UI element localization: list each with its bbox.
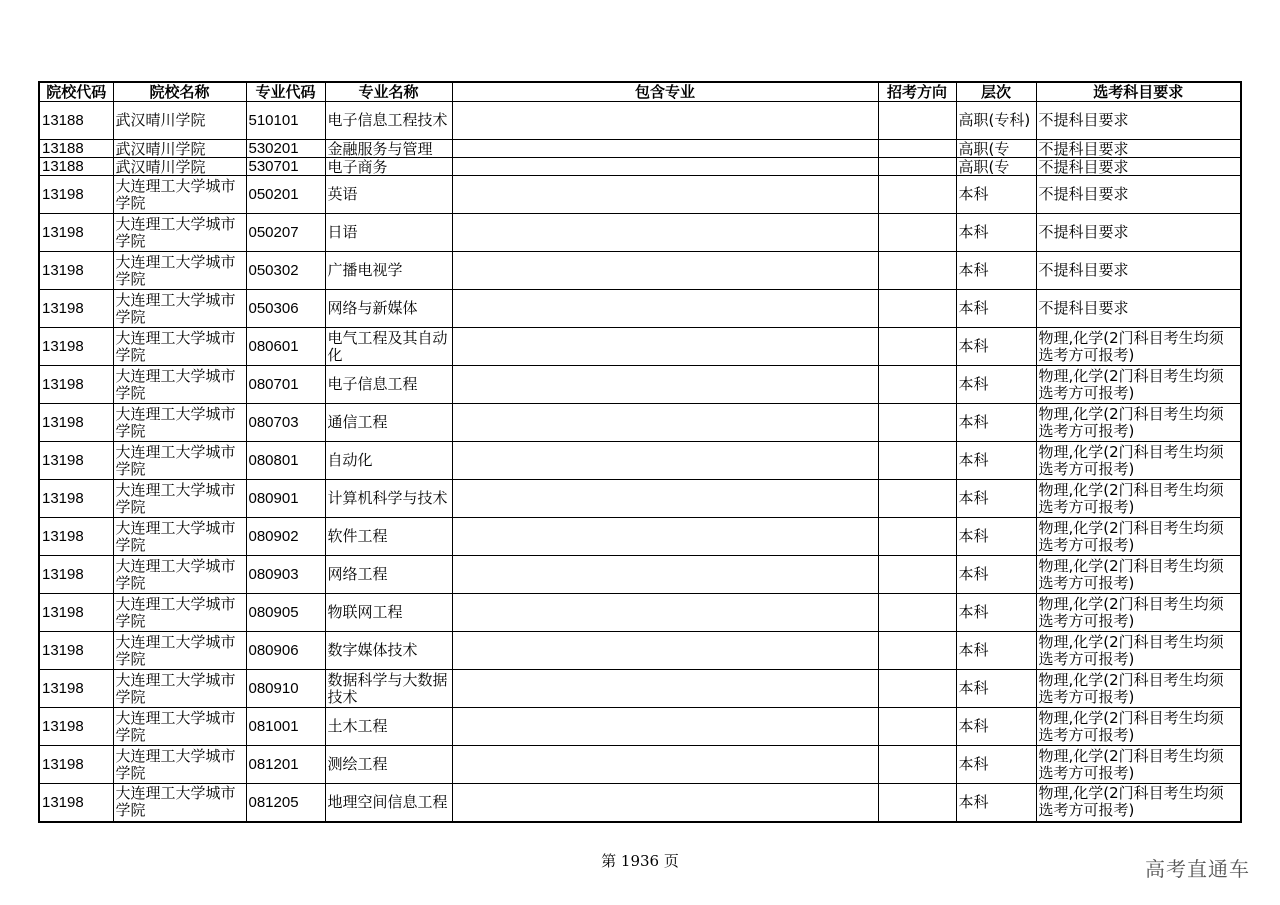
cell-direction xyxy=(878,784,956,822)
cell-major-name: 数字媒体技术 xyxy=(325,632,452,670)
cell-direction xyxy=(878,670,956,708)
cell-major-code: 080601 xyxy=(246,328,325,366)
cell-subject-requirement: 物理,化学(2门科目考生均须选考方可报考) xyxy=(1036,518,1241,556)
table-row xyxy=(39,746,1241,784)
cell-level: 本科 xyxy=(956,632,1036,670)
cell-school-name: 大连理工大学城市学院 xyxy=(113,480,246,518)
cell-major-code: 530201 xyxy=(246,140,325,158)
cell-school-code: 13198 xyxy=(39,214,113,252)
cell-major-code: 080903 xyxy=(246,556,325,594)
cell-school-name: 大连理工大学城市学院 xyxy=(113,594,246,632)
cell-major-name: 电气工程及其自动化 xyxy=(325,328,452,366)
cell-included-majors xyxy=(452,480,878,518)
cell-included-majors xyxy=(452,214,878,252)
cell-major-code: 080701 xyxy=(246,366,325,404)
cell-included-majors xyxy=(452,176,878,214)
cell-major-code: 081205 xyxy=(246,784,325,822)
cell-included-majors xyxy=(452,556,878,594)
cell-level: 本科 xyxy=(956,214,1036,252)
cell-level: 本科 xyxy=(956,404,1036,442)
cell-school-code: 13198 xyxy=(39,594,113,632)
cell-major-name: 网络与新媒体 xyxy=(325,290,452,328)
cell-major-name: 土木工程 xyxy=(325,708,452,746)
cell-major-code: 081201 xyxy=(246,746,325,784)
cell-included-majors xyxy=(452,328,878,366)
table-row xyxy=(39,140,1241,158)
cell-subject-requirement: 不提科目要求 xyxy=(1036,158,1241,176)
table-row xyxy=(39,632,1241,670)
cell-direction xyxy=(878,518,956,556)
cell-major-name: 日语 xyxy=(325,214,452,252)
table-row xyxy=(39,404,1241,442)
cell-level: 本科 xyxy=(956,670,1036,708)
cell-subject-requirement: 不提科目要求 xyxy=(1036,102,1241,140)
table-row xyxy=(39,594,1241,632)
cell-school-code: 13188 xyxy=(39,140,113,158)
cell-major-code: 050302 xyxy=(246,252,325,290)
cell-subject-requirement: 物理,化学(2门科目考生均须选考方可报考) xyxy=(1036,404,1241,442)
header-direction: 招考方向 xyxy=(878,82,956,102)
cell-level: 本科 xyxy=(956,708,1036,746)
cell-major-name: 物联网工程 xyxy=(325,594,452,632)
cell-included-majors xyxy=(452,404,878,442)
cell-major-code: 530701 xyxy=(246,158,325,176)
admission-table xyxy=(38,81,1242,823)
table-row xyxy=(39,158,1241,176)
cell-school-code: 13198 xyxy=(39,518,113,556)
watermark-logo-text: 高考直通车 xyxy=(1145,857,1250,881)
cell-level: 本科 xyxy=(956,784,1036,822)
cell-major-name: 金融服务与管理 xyxy=(325,140,452,158)
cell-school-name: 大连理工大学城市学院 xyxy=(113,784,246,822)
cell-major-code: 080905 xyxy=(246,594,325,632)
cell-major-name: 电子商务 xyxy=(325,158,452,176)
table-row xyxy=(39,252,1241,290)
cell-school-code: 13198 xyxy=(39,176,113,214)
cell-school-name: 大连理工大学城市学院 xyxy=(113,328,246,366)
cell-subject-requirement: 物理,化学(2门科目考生均须选考方可报考) xyxy=(1036,328,1241,366)
table-row xyxy=(39,708,1241,746)
cell-major-name: 计算机科学与技术 xyxy=(325,480,452,518)
cell-major-code: 080902 xyxy=(246,518,325,556)
table-row xyxy=(39,480,1241,518)
cell-school-name: 武汉晴川学院 xyxy=(113,102,246,140)
cell-direction xyxy=(878,102,956,140)
cell-major-code: 050207 xyxy=(246,214,325,252)
cell-level: 本科 xyxy=(956,746,1036,784)
cell-direction xyxy=(878,594,956,632)
cell-subject-requirement: 物理,化学(2门科目考生均须选考方可报考) xyxy=(1036,632,1241,670)
cell-school-code: 13198 xyxy=(39,556,113,594)
cell-subject-requirement: 物理,化学(2门科目考生均须选考方可报考) xyxy=(1036,556,1241,594)
cell-major-name: 测绘工程 xyxy=(325,746,452,784)
cell-included-majors xyxy=(452,252,878,290)
cell-direction xyxy=(878,708,956,746)
page-number: 第 1936 页 xyxy=(601,852,679,870)
cell-major-code: 080906 xyxy=(246,632,325,670)
table-row xyxy=(39,518,1241,556)
cell-direction xyxy=(878,480,956,518)
cell-direction xyxy=(878,328,956,366)
cell-included-majors xyxy=(452,632,878,670)
cell-school-code: 13198 xyxy=(39,252,113,290)
cell-school-code: 13198 xyxy=(39,784,113,822)
table-row xyxy=(39,214,1241,252)
table-row xyxy=(39,556,1241,594)
cell-level: 本科 xyxy=(956,594,1036,632)
cell-school-name: 大连理工大学城市学院 xyxy=(113,670,246,708)
cell-included-majors xyxy=(452,158,878,176)
cell-included-majors xyxy=(452,670,878,708)
header-level: 层次 xyxy=(956,82,1036,102)
cell-included-majors xyxy=(452,746,878,784)
cell-level: 本科 xyxy=(956,176,1036,214)
cell-school-name: 大连理工大学城市学院 xyxy=(113,290,246,328)
table-row xyxy=(39,670,1241,708)
cell-subject-requirement: 物理,化学(2门科目考生均须选考方可报考) xyxy=(1036,480,1241,518)
cell-included-majors xyxy=(452,708,878,746)
cell-school-name: 大连理工大学城市学院 xyxy=(113,632,246,670)
cell-school-code: 13198 xyxy=(39,670,113,708)
cell-major-code: 081001 xyxy=(246,708,325,746)
cell-level: 本科 xyxy=(956,518,1036,556)
cell-school-code: 13198 xyxy=(39,708,113,746)
cell-included-majors xyxy=(452,290,878,328)
cell-included-majors xyxy=(452,784,878,822)
table-row xyxy=(39,328,1241,366)
cell-direction xyxy=(878,176,956,214)
table-row xyxy=(39,290,1241,328)
table-row xyxy=(39,102,1241,140)
cell-subject-requirement: 物理,化学(2门科目考生均须选考方可报考) xyxy=(1036,366,1241,404)
cell-major-code: 080703 xyxy=(246,404,325,442)
cell-level: 本科 xyxy=(956,556,1036,594)
cell-school-name: 大连理工大学城市学院 xyxy=(113,518,246,556)
header-major-name: 专业名称 xyxy=(325,82,452,102)
cell-subject-requirement: 不提科目要求 xyxy=(1036,252,1241,290)
cell-major-name: 英语 xyxy=(325,176,452,214)
cell-level: 高职(专 xyxy=(956,140,1036,158)
cell-major-code: 050306 xyxy=(246,290,325,328)
cell-level: 本科 xyxy=(956,480,1036,518)
cell-major-code: 080801 xyxy=(246,442,325,480)
cell-major-name: 数据科学与大数据技术 xyxy=(325,670,452,708)
header-school-code: 院校代码 xyxy=(39,82,113,102)
table-row xyxy=(39,176,1241,214)
cell-school-name: 大连理工大学城市学院 xyxy=(113,746,246,784)
cell-direction xyxy=(878,366,956,404)
cell-school-name: 大连理工大学城市学院 xyxy=(113,176,246,214)
cell-level: 本科 xyxy=(956,366,1036,404)
cell-school-name: 大连理工大学城市学院 xyxy=(113,252,246,290)
cell-direction xyxy=(878,632,956,670)
header-included-majors: 包含专业 xyxy=(452,82,878,102)
header-major-code: 专业代码 xyxy=(246,82,325,102)
cell-major-name: 网络工程 xyxy=(325,556,452,594)
cell-direction xyxy=(878,252,956,290)
table-row xyxy=(39,366,1241,404)
cell-subject-requirement: 不提科目要求 xyxy=(1036,214,1241,252)
cell-level: 高职(专 xyxy=(956,158,1036,176)
cell-school-code: 13198 xyxy=(39,746,113,784)
cell-level: 本科 xyxy=(956,328,1036,366)
cell-major-name: 自动化 xyxy=(325,442,452,480)
header-subject-requirement: 选考科目要求 xyxy=(1036,82,1241,102)
cell-included-majors xyxy=(452,518,878,556)
cell-direction xyxy=(878,404,956,442)
cell-school-name: 武汉晴川学院 xyxy=(113,158,246,176)
cell-school-name: 大连理工大学城市学院 xyxy=(113,556,246,594)
cell-subject-requirement: 不提科目要求 xyxy=(1036,140,1241,158)
cell-major-code: 510101 xyxy=(246,102,325,140)
cell-school-code: 13198 xyxy=(39,366,113,404)
cell-school-code: 13198 xyxy=(39,480,113,518)
cell-major-code: 080901 xyxy=(246,480,325,518)
cell-major-name: 软件工程 xyxy=(325,518,452,556)
cell-school-name: 大连理工大学城市学院 xyxy=(113,404,246,442)
cell-included-majors xyxy=(452,102,878,140)
cell-subject-requirement: 物理,化学(2门科目考生均须选考方可报考) xyxy=(1036,442,1241,480)
cell-school-name: 大连理工大学城市学院 xyxy=(113,442,246,480)
cell-subject-requirement: 物理,化学(2门科目考生均须选考方可报考) xyxy=(1036,746,1241,784)
cell-school-name: 大连理工大学城市学院 xyxy=(113,708,246,746)
cell-school-code: 13188 xyxy=(39,158,113,176)
header-row xyxy=(39,82,1241,102)
cell-major-name: 地理空间信息工程 xyxy=(325,784,452,822)
cell-school-code: 13198 xyxy=(39,632,113,670)
cell-level: 高职(专科) xyxy=(956,102,1036,140)
cell-school-code: 13198 xyxy=(39,328,113,366)
cell-included-majors xyxy=(452,366,878,404)
cell-major-name: 通信工程 xyxy=(325,404,452,442)
cell-school-code: 13188 xyxy=(39,102,113,140)
cell-subject-requirement: 不提科目要求 xyxy=(1036,290,1241,328)
cell-level: 本科 xyxy=(956,252,1036,290)
cell-major-name: 广播电视学 xyxy=(325,252,452,290)
cell-school-name: 武汉晴川学院 xyxy=(113,140,246,158)
cell-direction xyxy=(878,158,956,176)
cell-direction xyxy=(878,556,956,594)
cell-level: 本科 xyxy=(956,442,1036,480)
cell-subject-requirement: 不提科目要求 xyxy=(1036,176,1241,214)
cell-included-majors xyxy=(452,442,878,480)
cell-direction xyxy=(878,290,956,328)
cell-included-majors xyxy=(452,140,878,158)
cell-subject-requirement: 物理,化学(2门科目考生均须选考方可报考) xyxy=(1036,594,1241,632)
cell-subject-requirement: 物理,化学(2门科目考生均须选考方可报考) xyxy=(1036,708,1241,746)
cell-major-code: 080910 xyxy=(246,670,325,708)
cell-school-code: 13198 xyxy=(39,442,113,480)
cell-direction xyxy=(878,746,956,784)
header-school-name: 院校名称 xyxy=(113,82,246,102)
cell-subject-requirement: 物理,化学(2门科目考生均须选考方可报考) xyxy=(1036,784,1241,822)
cell-level: 本科 xyxy=(956,290,1036,328)
cell-included-majors xyxy=(452,594,878,632)
cell-direction xyxy=(878,442,956,480)
cell-major-name: 电子信息工程 xyxy=(325,366,452,404)
cell-major-name: 电子信息工程技术 xyxy=(325,102,452,140)
cell-school-name: 大连理工大学城市学院 xyxy=(113,366,246,404)
table-body xyxy=(39,102,1241,822)
cell-direction xyxy=(878,140,956,158)
cell-subject-requirement: 物理,化学(2门科目考生均须选考方可报考) xyxy=(1036,670,1241,708)
table-row xyxy=(39,442,1241,480)
cell-direction xyxy=(878,214,956,252)
table-row xyxy=(39,784,1241,822)
cell-school-code: 13198 xyxy=(39,290,113,328)
cell-school-code: 13198 xyxy=(39,404,113,442)
cell-school-name: 大连理工大学城市学院 xyxy=(113,214,246,252)
cell-major-code: 050201 xyxy=(246,176,325,214)
